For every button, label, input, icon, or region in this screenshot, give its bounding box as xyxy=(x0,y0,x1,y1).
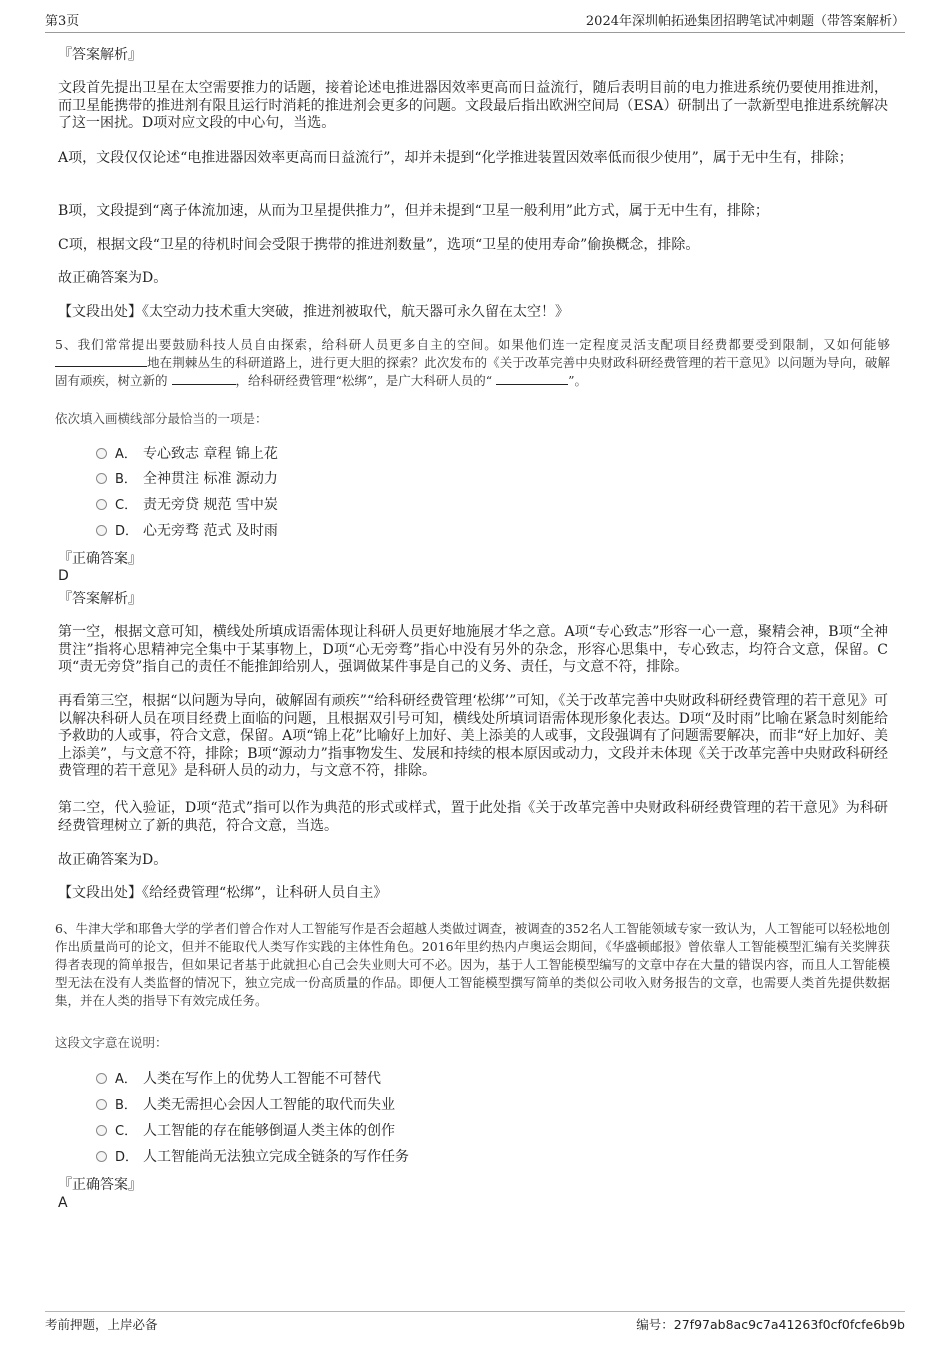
correct-answer: D xyxy=(58,568,69,584)
option-b[interactable]: B． 人类无需担心会因人工智能的取代而失业 xyxy=(96,1094,395,1116)
option-c[interactable]: C． 人工智能的存在能够倒逼人类主体的创作 xyxy=(96,1120,395,1142)
fill-blank xyxy=(55,365,147,367)
page-footer xyxy=(45,1311,905,1336)
conclusion-paragraph: 故正确答案为D。 xyxy=(58,852,168,868)
radio-button[interactable] xyxy=(96,1073,107,1084)
question-stem xyxy=(55,336,890,390)
option-c[interactable]: C． 责无旁贷 规范 雪中炭 xyxy=(96,494,278,516)
analysis-paragraph: 文段首先提出卫星在太空需要推力的话题，接着论述电推进器因效率更高而日益流行，随后表明目前的电力推进系统仍要使用推进剂，而卫星能携带的推进剂有限且运行时消耗的推进剂会更多的问题。文段最后指出欧洲空间局（ESA）研制出了一款新型电推进系统解决了这一困扰。D项对应文段的中心句，当选。 xyxy=(58,80,888,131)
radio-button[interactable] xyxy=(96,1125,107,1136)
analysis-paragraph: B项，文段提到“离子体流加速，从而为卫星提供推力”，但并未提到“卫星一般利用”此方式，属于无中生有，排除； xyxy=(58,203,769,219)
option-b[interactable]: B． 全神贯注 标准 源动力 xyxy=(96,468,278,490)
analysis-paragraph: A项，文段仅仅论述“电推进器因效率更高而日益流行”，却并未提到“化学推进装置因效率低而很少使用”，属于无中生有，排除； xyxy=(58,150,853,166)
correct-answer-tag: 『正确答案』 xyxy=(58,551,142,567)
document-title: 2024年深圳帕拓逊集团招聘笔试冲刺题（带答案解析） xyxy=(585,14,905,29)
radio-button[interactable] xyxy=(96,499,107,510)
page-header xyxy=(45,8,905,33)
stem-part: ，给科研经费管理“松绑”，是广大科研人员的“ xyxy=(235,373,493,388)
analysis-tag: 『答案解析』 xyxy=(58,591,142,607)
radio-button[interactable] xyxy=(96,1099,107,1110)
correct-answer: A xyxy=(58,1195,68,1211)
radio-button[interactable] xyxy=(96,1151,107,1162)
analysis-paragraph: 第二空，代入验证，D项“范式”指可以作为典范的形式或样式，置于此处指《关于改革完善中央财政科研经费管理的若干意见》为科研经费管理树立了新的典范，符合文意，当选。 xyxy=(58,800,888,834)
option-d[interactable]: D． 人工智能尚无法独立完成全链条的写作任务 xyxy=(96,1146,409,1168)
conclusion-paragraph: 故正确答案为D。 xyxy=(58,270,168,286)
analysis-tag: 『答案解析』 xyxy=(58,47,142,63)
correct-answer-tag: 『正确答案』 xyxy=(58,1177,142,1193)
footer-slogan: 考前押题，上岸必备 xyxy=(45,1317,158,1332)
radio-button[interactable] xyxy=(96,473,107,484)
source-line: 【文段出处】《给经费管理“松绑”，让科研人员自主》 xyxy=(58,885,388,901)
stem-part: ”。 xyxy=(568,373,588,388)
stem-part: 5、我们常常提出要鼓励科技人员自由探索，给科研人员更多自主的空间。如果他们连一定程度灵活支配项目经费都要受到限制，又如何能够 xyxy=(55,337,890,352)
analysis-paragraph: 第一空，根据文意可知，横线处所填成语需体现让科研人员更好地施展才华之意。A项“专心致志”形容一心一意，聚精会神，B项“全神贯注”指将心思精神完全集中于某事物上，D项“心无旁骛”指心中没有另外的杂念，形容心思集中，专心致志，均符合文意，保留。C项“责无旁贷”指自己的责任不能推卸给别人，强调做某件事是自己的义务、责任，与文意不符，排除。 xyxy=(58,624,888,675)
analysis-paragraph: C项，根据文段“卫星的待机时间会受限于携带的推进剂数量”，选项“卫星的使用寿命”偷换概念，排除。 xyxy=(58,237,700,253)
option-d[interactable]: D． 心无旁骛 范式 及时雨 xyxy=(96,520,278,542)
page-number: 第3页 xyxy=(45,14,80,29)
analysis-paragraph: 再看第三空，根据“以问题为导向，破解固有顽疾”“给科研经费管理‘松绑’”可知，《关于改革完善中央财政科研经费管理的若干意见》可以解决科研人员在项目经费上面临的问题，且根据双引号可知，横线处所填词语需体现形象化表达。D项“及时雨”比喻在紧急时刻能给予救助的人或事，符合文意，保留。A项“锦上花”比喻好上加好、美上添美的人或事，文段强调有了问题需要解决，而非“好上加好、美上添美”，与文意不符，排除；B项“源动力”指事物发生、发展和持续的根本原因或动力，文段并未体现《关于改革完善中央财政科研经费管理的若干意见》是科研人员的动力，与文意不符，排除。 xyxy=(58,693,888,779)
radio-button[interactable] xyxy=(96,525,107,536)
document-code: 编号：27f97ab8ac9c7a41263f0cf0fcfe6b9b xyxy=(636,1317,905,1332)
source-line: 【文段出处】《太空动力技术重大突破，推进剂被取代，航天器可永久留在太空！》 xyxy=(58,304,569,320)
fill-blank xyxy=(496,383,568,385)
radio-button[interactable] xyxy=(96,448,107,459)
option-a[interactable]: A． 专心致志 章程 锦上花 xyxy=(96,443,278,465)
stem-part: 地在荆棘丛生的科研道路上，进行更大胆的探索？此次发布的《关于改革完善中央财政科研经费管理的若干意见》以问题为导向，破解固有顽疾，树立新的 xyxy=(55,355,890,388)
question-prompt: 这段文字意在说明： xyxy=(55,1035,168,1050)
question-prompt: 依次填入画横线部分最恰当的一项是： xyxy=(55,411,268,426)
option-a[interactable]: A． 人类在写作上的优势人工智能不可替代 xyxy=(96,1068,381,1090)
fill-blank xyxy=(172,383,236,385)
question-stem: 6、牛津大学和耶鲁大学的学者们曾合作对人工智能写作是否会超越人类做过调查，被调查的352名人工智能领域专家一致认为，人工智能可以轻松地创作出质量尚可的论文，但并不能取代人类写作实践的主体性角色。2016年里约热内卢奥运会期间，《华盛顿邮报》曾依靠人工智能模型汇编有关奖牌获得者表现的简单报告，但如果记者基于此就担心自己会失业则大可不必。因为，基于人工智能模型编写的文章中存在大量的错误内容，而且人工智能模型无法在没有人类监督的情况下，独立完成一份高质量的作品。即便人工智能模型撰写简单的类似公司收入财务报告的文章，也需要人类首先提供数据集，并在人类的指导下有效完成任务。 xyxy=(55,921,890,1008)
